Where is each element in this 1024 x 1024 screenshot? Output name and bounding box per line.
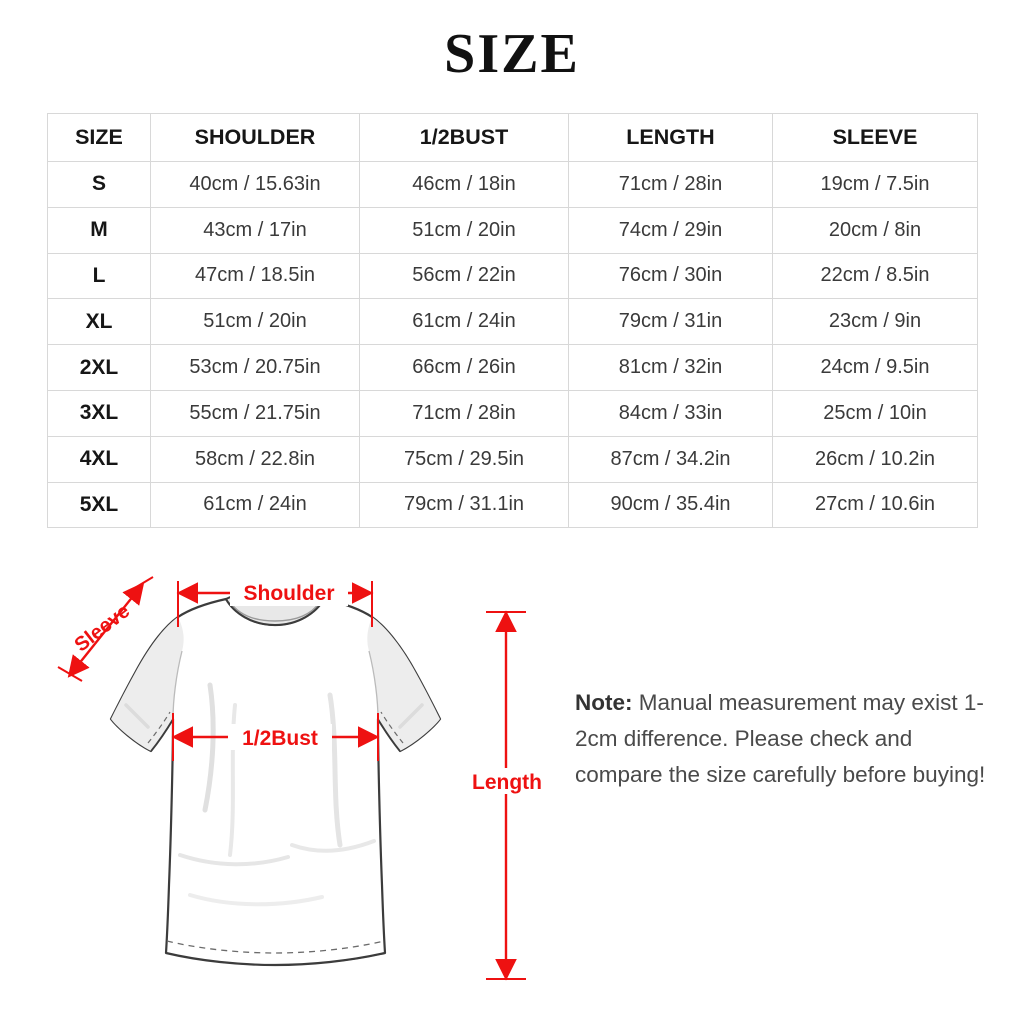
table-row (48, 436, 978, 482)
cell-shoulder: 43cm / 17in (151, 207, 360, 253)
note-label: Note: (575, 690, 633, 715)
label-sleeve: Sleeve (70, 600, 135, 657)
cell-sleeve: 19cm / 7.5in (773, 162, 978, 208)
cell-size: 3XL (48, 390, 151, 436)
cell-halfbust: 66cm / 26in (360, 345, 569, 391)
table-row (48, 162, 978, 208)
cell-sleeve: 20cm / 8in (773, 207, 978, 253)
table-row (48, 299, 978, 345)
cell-sleeve: 22cm / 8.5in (773, 253, 978, 299)
cell-length: 81cm / 32in (569, 345, 773, 391)
cell-halfbust: 46cm / 18in (360, 162, 569, 208)
column-header-length: LENGTH (569, 114, 773, 162)
cell-size: S (48, 162, 151, 208)
cell-size: 2XL (48, 345, 151, 391)
cell-sleeve: 23cm / 9in (773, 299, 978, 345)
column-header-size: SIZE (48, 114, 151, 162)
table-row (48, 345, 978, 391)
column-header-halfbust: 1/2BUST (360, 114, 569, 162)
size-table (47, 113, 978, 528)
note-text: Manual measurement may exist 1-2cm difference. Please check and compare the size carefully before buying! (575, 690, 986, 787)
label-shoulder: Shoulder (243, 582, 335, 605)
column-header-shoulder: SHOULDER (151, 114, 360, 162)
label-halfbust: 1/2Bust (242, 727, 318, 750)
cell-sleeve: 25cm / 10in (773, 390, 978, 436)
cell-size: M (48, 207, 151, 253)
cell-shoulder: 58cm / 22.8in (151, 436, 360, 482)
cell-length: 74cm / 29in (569, 207, 773, 253)
page-title: SIZE (444, 23, 580, 85)
cell-shoulder: 40cm / 15.63in (151, 162, 360, 208)
table-header-row (48, 114, 978, 162)
cell-size: XL (48, 299, 151, 345)
cell-sleeve: 24cm / 9.5in (773, 345, 978, 391)
table-row (48, 207, 978, 253)
cell-halfbust: 56cm / 22in (360, 253, 569, 299)
table-row (48, 390, 978, 436)
cell-halfbust: 79cm / 31.1in (360, 482, 569, 528)
cell-length: 79cm / 31in (569, 299, 773, 345)
cell-shoulder: 53cm / 20.75in (151, 345, 360, 391)
cell-size: 5XL (48, 482, 151, 528)
tshirt-illustration (111, 591, 440, 965)
table-row (48, 482, 978, 528)
cell-halfbust: 75cm / 29.5in (360, 436, 569, 482)
label-length: Length (472, 771, 542, 794)
cell-halfbust: 71cm / 28in (360, 390, 569, 436)
column-header-sleeve: SLEEVE (773, 114, 978, 162)
cell-sleeve: 27cm / 10.6in (773, 482, 978, 528)
measure-length (466, 612, 548, 979)
cell-halfbust: 51cm / 20in (360, 207, 569, 253)
cell-length: 71cm / 28in (569, 162, 773, 208)
cell-sleeve: 26cm / 10.2in (773, 436, 978, 482)
cell-length: 84cm / 33in (569, 390, 773, 436)
note-block (575, 685, 987, 793)
tshirt-measurement-diagram (30, 555, 550, 1015)
cell-length: 87cm / 34.2in (569, 436, 773, 482)
cell-size: L (48, 253, 151, 299)
cell-length: 76cm / 30in (569, 253, 773, 299)
cell-shoulder: 61cm / 24in (151, 482, 360, 528)
cell-shoulder: 55cm / 21.75in (151, 390, 360, 436)
cell-halfbust: 61cm / 24in (360, 299, 569, 345)
cell-size: 4XL (48, 436, 151, 482)
cell-shoulder: 47cm / 18.5in (151, 253, 360, 299)
cell-shoulder: 51cm / 20in (151, 299, 360, 345)
cell-length: 90cm / 35.4in (569, 482, 773, 528)
table-row (48, 253, 978, 299)
